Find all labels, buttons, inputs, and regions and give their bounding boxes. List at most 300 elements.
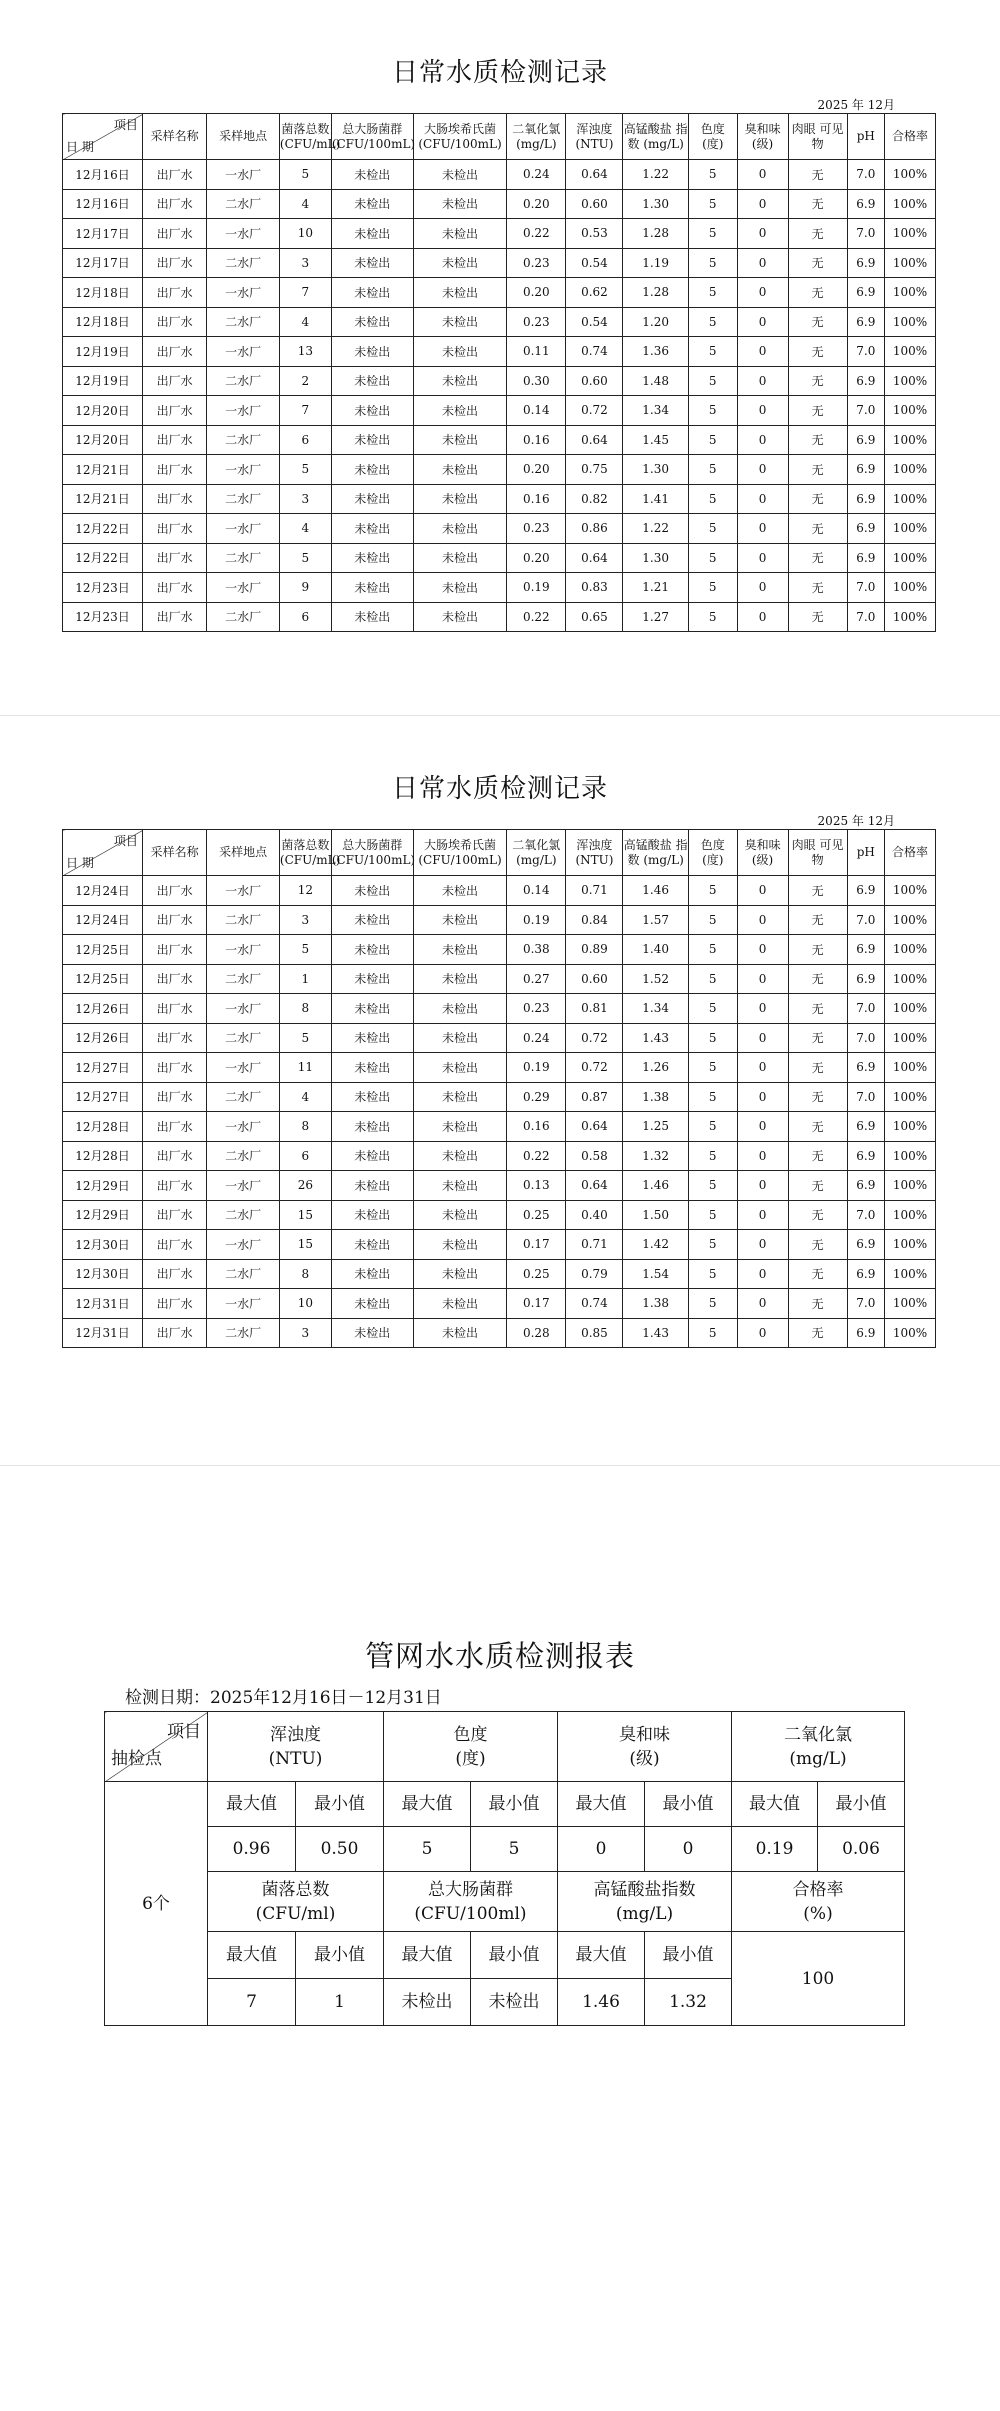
- table-cell: 0: [737, 248, 788, 278]
- table-cell: 12月30日: [63, 1230, 143, 1260]
- table-cell: 5: [688, 876, 737, 906]
- table-cell: 一水厂: [207, 876, 280, 906]
- table-cell: 未检出: [331, 1112, 413, 1142]
- table-row: [63, 1259, 936, 1289]
- table-cell: 未检出: [413, 543, 506, 573]
- table-cell: 6: [279, 602, 331, 632]
- table-cell: 15: [279, 1230, 331, 1260]
- table-cell: 12月24日: [63, 876, 143, 906]
- table-cell: 未检出: [331, 1171, 413, 1201]
- coliform-header: 总大肠菌群 (CFU/100ml): [384, 1872, 558, 1932]
- table-row: [63, 160, 936, 190]
- column-header: 采样地点: [207, 114, 280, 160]
- table-cell: 0: [737, 1053, 788, 1083]
- table-cell: 5: [688, 1141, 737, 1171]
- table-cell: 100%: [885, 425, 936, 455]
- table-cell: 5: [279, 1023, 331, 1053]
- header-item-label: 项目: [113, 118, 138, 132]
- table-cell: 0: [737, 425, 788, 455]
- table-cell: 5: [279, 160, 331, 190]
- table-cell: 0.20: [507, 543, 566, 573]
- table-cell: 未检出: [413, 1023, 506, 1053]
- table-cell: 未检出: [413, 1141, 506, 1171]
- min-label: 最小值: [296, 1782, 384, 1827]
- table-cell: 无: [788, 1141, 847, 1171]
- table-cell: 出厂水: [142, 396, 206, 426]
- table-cell: 7.0: [847, 219, 884, 249]
- table-cell: 0.62: [566, 278, 623, 308]
- pipe-report-table: [104, 1711, 905, 2026]
- table-cell: 1.38: [623, 1082, 688, 1112]
- table-cell: 未检出: [331, 1082, 413, 1112]
- table-cell: 12月25日: [63, 935, 143, 965]
- table-cell: 4: [279, 307, 331, 337]
- table-cell: 100%: [885, 994, 936, 1024]
- table-cell: 6.9: [847, 366, 884, 396]
- table-cell: 3: [279, 248, 331, 278]
- column-header: 大肠埃希氏菌 (CFU/100mL): [413, 830, 506, 876]
- table-cell: 0.83: [566, 573, 623, 603]
- table-cell: 一水厂: [207, 1230, 280, 1260]
- table-cell: 0.25: [507, 1200, 566, 1230]
- table-cell: 1.42: [623, 1230, 688, 1260]
- colony-header: 菌落总数 (CFU/ml): [208, 1872, 384, 1932]
- table-cell: 未检出: [413, 337, 506, 367]
- table-cell: 无: [788, 160, 847, 190]
- table-cell: 12月18日: [63, 307, 143, 337]
- table-row: [63, 337, 936, 367]
- table-cell: 7.0: [847, 396, 884, 426]
- table-cell: 出厂水: [142, 307, 206, 337]
- min-label: 最小值: [296, 1932, 384, 1979]
- table-cell: 6.9: [847, 1053, 884, 1083]
- table-cell: 二水厂: [207, 248, 280, 278]
- table-cell: 0.24: [507, 160, 566, 190]
- table-cell: 4: [279, 189, 331, 219]
- table-cell: 5: [688, 484, 737, 514]
- table-cell: 未检出: [413, 1053, 506, 1083]
- table-cell: 5: [688, 1289, 737, 1319]
- table-cell: 100%: [885, 278, 936, 308]
- table-cell: 0: [737, 964, 788, 994]
- table-row: [63, 573, 936, 603]
- table-cell: 二水厂: [207, 1259, 280, 1289]
- table-cell: 0.89: [566, 935, 623, 965]
- table-row: [63, 278, 936, 308]
- table-cell: 出厂水: [142, 1200, 206, 1230]
- table-cell: 6.9: [847, 425, 884, 455]
- table-cell: 100%: [885, 484, 936, 514]
- table-cell: 0: [737, 935, 788, 965]
- table-cell: 未检出: [331, 366, 413, 396]
- table-cell: 0.40: [566, 1200, 623, 1230]
- table-cell: 无: [788, 1318, 847, 1348]
- table-cell: 7.0: [847, 1200, 884, 1230]
- table-cell: 6.9: [847, 248, 884, 278]
- table-cell: 5: [688, 1171, 737, 1201]
- table-cell: 出厂水: [142, 1171, 206, 1201]
- table-cell: 5: [279, 935, 331, 965]
- table-cell: 出厂水: [142, 876, 206, 906]
- table-cell: 无: [788, 905, 847, 935]
- table-cell: 12月19日: [63, 366, 143, 396]
- table-cell: 无: [788, 602, 847, 632]
- table-cell: 26: [279, 1171, 331, 1201]
- table-row: [63, 1318, 936, 1348]
- table-cell: 5: [688, 1230, 737, 1260]
- table-cell: 7.0: [847, 573, 884, 603]
- table-cell: 0.23: [507, 307, 566, 337]
- table-cell: 100%: [885, 307, 936, 337]
- table-cell: 无: [788, 307, 847, 337]
- table-cell: 未检出: [413, 964, 506, 994]
- table-row: [63, 484, 936, 514]
- table-row: [63, 248, 936, 278]
- table-cell: 6.9: [847, 1112, 884, 1142]
- table-cell: 一水厂: [207, 396, 280, 426]
- table-cell: 0: [737, 396, 788, 426]
- table-cell: 出厂水: [142, 1023, 206, 1053]
- table-cell: 0.79: [566, 1259, 623, 1289]
- table-cell: 无: [788, 1171, 847, 1201]
- table-cell: 0.22: [507, 602, 566, 632]
- table-cell: 0: [737, 337, 788, 367]
- table-cell: 出厂水: [142, 1082, 206, 1112]
- table-cell: 0.87: [566, 1082, 623, 1112]
- table-cell: 0.82: [566, 484, 623, 514]
- table-cell: 0.14: [507, 396, 566, 426]
- header-item-label: 项目: [167, 1722, 201, 1742]
- table-cell: 1.28: [623, 219, 688, 249]
- table-cell: 出厂水: [142, 602, 206, 632]
- table-cell: 出厂水: [142, 994, 206, 1024]
- coliform-min: 未检出: [471, 1979, 558, 2026]
- table-cell: 0: [737, 1112, 788, 1142]
- table-cell: 100%: [885, 189, 936, 219]
- table-cell: 1.32: [623, 1141, 688, 1171]
- table-cell: 0: [737, 307, 788, 337]
- table-cell: 0: [737, 160, 788, 190]
- table-cell: 未检出: [413, 248, 506, 278]
- table-cell: 12月16日: [63, 189, 143, 219]
- table-cell: 0.23: [507, 514, 566, 544]
- table-cell: 一水厂: [207, 1053, 280, 1083]
- table-cell: 0.20: [507, 455, 566, 485]
- column-header: 高锰酸盐 指数 (mg/L): [623, 830, 688, 876]
- table-cell: 未检出: [331, 876, 413, 906]
- table-cell: 二水厂: [207, 1023, 280, 1053]
- table-cell: 100%: [885, 964, 936, 994]
- table-cell: 无: [788, 189, 847, 219]
- table-cell: 一水厂: [207, 278, 280, 308]
- table-cell: 100%: [885, 935, 936, 965]
- table-cell: 100%: [885, 1023, 936, 1053]
- table-cell: 0: [737, 1289, 788, 1319]
- table-cell: 7.0: [847, 1023, 884, 1053]
- pass-rate-header: 合格率 (%): [732, 1872, 905, 1932]
- column-header: 肉眼 可见物: [788, 114, 847, 160]
- table-cell: 未检出: [331, 248, 413, 278]
- table-cell: 一水厂: [207, 1171, 280, 1201]
- table-cell: 未检出: [413, 484, 506, 514]
- report-date: 检测日期：2025年12月16日－12月31日: [125, 1688, 442, 1708]
- table-cell: 二水厂: [207, 307, 280, 337]
- table-cell: 未检出: [413, 876, 506, 906]
- table-cell: 12月22日: [63, 543, 143, 573]
- table-cell: 12月26日: [63, 1023, 143, 1053]
- table-cell: 出厂水: [142, 219, 206, 249]
- table-cell: 出厂水: [142, 189, 206, 219]
- table-cell: 1.52: [623, 964, 688, 994]
- table-cell: 0.81: [566, 994, 623, 1024]
- chlorine-dioxide-header: 二氧化氯 (mg/L): [732, 1712, 905, 1782]
- table-cell: 出厂水: [142, 248, 206, 278]
- table-cell: 0.53: [566, 219, 623, 249]
- table-cell: 1.46: [623, 876, 688, 906]
- table-cell: 6.9: [847, 935, 884, 965]
- column-header: 色度 (度): [688, 830, 737, 876]
- table-cell: 1.50: [623, 1200, 688, 1230]
- table-cell: 6.9: [847, 964, 884, 994]
- table-row: [63, 219, 936, 249]
- table-cell: 100%: [885, 219, 936, 249]
- table-cell: 无: [788, 994, 847, 1024]
- min-label: 最小值: [471, 1932, 558, 1979]
- min-label: 最小值: [818, 1782, 905, 1827]
- table-cell: 100%: [885, 1053, 936, 1083]
- table-cell: 100%: [885, 1230, 936, 1260]
- table-cell: 出厂水: [142, 1230, 206, 1260]
- table-row: [63, 1112, 936, 1142]
- table-cell: 6.9: [847, 514, 884, 544]
- table-cell: 未检出: [413, 1112, 506, 1142]
- odor-min: 0: [645, 1827, 732, 1872]
- table-cell: 8: [279, 1259, 331, 1289]
- table-cell: 5: [688, 1053, 737, 1083]
- table-cell: 未检出: [413, 455, 506, 485]
- table-cell: 12月20日: [63, 425, 143, 455]
- turbidity-min: 0.50: [296, 1827, 384, 1872]
- table-cell: 未检出: [413, 425, 506, 455]
- table-cell: 未检出: [413, 994, 506, 1024]
- table-cell: 未检出: [413, 1259, 506, 1289]
- table-cell: 1.28: [623, 278, 688, 308]
- table-row: [63, 425, 936, 455]
- record-date: 2025 年 12月: [817, 814, 895, 828]
- table-cell: 1.36: [623, 337, 688, 367]
- table-cell: 0.38: [507, 935, 566, 965]
- table-row: [63, 1082, 936, 1112]
- table-cell: 5: [688, 366, 737, 396]
- table-cell: 未检出: [331, 337, 413, 367]
- corner-header: [63, 830, 143, 876]
- table-cell: 无: [788, 1053, 847, 1083]
- table-cell: 出厂水: [142, 964, 206, 994]
- table-cell: 5: [688, 994, 737, 1024]
- table-cell: 未检出: [413, 1082, 506, 1112]
- table-cell: 未检出: [331, 573, 413, 603]
- column-header: 菌落总数 (CFU/mL): [279, 114, 331, 160]
- table-cell: 出厂水: [142, 1289, 206, 1319]
- table-cell: 0.24: [507, 1023, 566, 1053]
- table-cell: 未检出: [331, 514, 413, 544]
- table-cell: 出厂水: [142, 1112, 206, 1142]
- table-cell: 二水厂: [207, 189, 280, 219]
- column-header: 大肠埃希氏菌 (CFU/100mL): [413, 114, 506, 160]
- table-cell: 未检出: [331, 1259, 413, 1289]
- table-cell: 6: [279, 1141, 331, 1171]
- color-min: 5: [471, 1827, 558, 1872]
- table-cell: 7: [279, 278, 331, 308]
- table-cell: 5: [688, 1023, 737, 1053]
- table-cell: 0.30: [507, 366, 566, 396]
- column-header: 高锰酸盐 指数 (mg/L): [623, 114, 688, 160]
- table-cell: 3: [279, 1318, 331, 1348]
- table-cell: 12月27日: [63, 1053, 143, 1083]
- table-cell: 0.64: [566, 1112, 623, 1142]
- table-cell: 12: [279, 876, 331, 906]
- table-cell: 0.64: [566, 160, 623, 190]
- table-cell: 0.14: [507, 876, 566, 906]
- table-cell: 12月24日: [63, 905, 143, 935]
- table-cell: 1.19: [623, 248, 688, 278]
- table-cell: 5: [688, 278, 737, 308]
- table-cell: 未检出: [331, 994, 413, 1024]
- table-row: [63, 307, 936, 337]
- table-cell: 1.30: [623, 189, 688, 219]
- table-cell: 无: [788, 1082, 847, 1112]
- table-cell: 12月17日: [63, 248, 143, 278]
- table-cell: 1.40: [623, 935, 688, 965]
- table-cell: 无: [788, 396, 847, 426]
- table-cell: 0.65: [566, 602, 623, 632]
- table-cell: 无: [788, 1023, 847, 1053]
- colony-min: 1: [296, 1979, 384, 2026]
- table-cell: 0: [737, 455, 788, 485]
- table-row: [63, 602, 936, 632]
- table-cell: 12月22日: [63, 514, 143, 544]
- table-cell: 0.17: [507, 1230, 566, 1260]
- table-cell: 100%: [885, 1289, 936, 1319]
- table-row: [63, 543, 936, 573]
- table-cell: 100%: [885, 1259, 936, 1289]
- daily-record-page-1: [0, 0, 1000, 700]
- table-cell: 未检出: [413, 935, 506, 965]
- table-cell: 1.48: [623, 366, 688, 396]
- table-cell: 5: [688, 905, 737, 935]
- table-cell: 100%: [885, 160, 936, 190]
- table-cell: 6.9: [847, 876, 884, 906]
- table-cell: 1.34: [623, 396, 688, 426]
- table-cell: 未检出: [331, 307, 413, 337]
- table-cell: 7.0: [847, 905, 884, 935]
- table-cell: 0.16: [507, 1112, 566, 1142]
- table-cell: 12月16日: [63, 160, 143, 190]
- table-cell: 1.34: [623, 994, 688, 1024]
- table-cell: 二水厂: [207, 1200, 280, 1230]
- column-header: pH: [847, 114, 884, 160]
- table-cell: 未检出: [413, 1230, 506, 1260]
- table-cell: 一水厂: [207, 455, 280, 485]
- table-cell: 12月26日: [63, 994, 143, 1024]
- table-cell: 未检出: [331, 425, 413, 455]
- table-cell: 一水厂: [207, 935, 280, 965]
- table-cell: 5: [279, 543, 331, 573]
- table-cell: 未检出: [413, 1318, 506, 1348]
- table-cell: 出厂水: [142, 366, 206, 396]
- table-cell: 出厂水: [142, 543, 206, 573]
- column-header: 臭和味 (级): [737, 114, 788, 160]
- table-row: [63, 1141, 936, 1171]
- table-cell: 3: [279, 905, 331, 935]
- table-cell: 无: [788, 278, 847, 308]
- table-cell: 5: [688, 219, 737, 249]
- table-cell: 12月28日: [63, 1141, 143, 1171]
- table-cell: 1.26: [623, 1053, 688, 1083]
- table-cell: 0.11: [507, 337, 566, 367]
- table-cell: 0: [737, 189, 788, 219]
- table-cell: 二水厂: [207, 1141, 280, 1171]
- table-cell: 9: [279, 573, 331, 603]
- table-cell: 8: [279, 994, 331, 1024]
- table-cell: 1.54: [623, 1259, 688, 1289]
- table-cell: 未检出: [413, 219, 506, 249]
- min-label: 最小值: [471, 1782, 558, 1827]
- table-cell: 无: [788, 337, 847, 367]
- table-cell: 二水厂: [207, 1318, 280, 1348]
- table-cell: 6.9: [847, 1230, 884, 1260]
- table-cell: 6.9: [847, 278, 884, 308]
- pipe-network-report-page: [0, 1465, 1000, 2411]
- table-cell: 1.30: [623, 543, 688, 573]
- table-cell: 5: [688, 964, 737, 994]
- table-cell: 0: [737, 573, 788, 603]
- table-cell: 12月25日: [63, 964, 143, 994]
- table-cell: 6.9: [847, 1171, 884, 1201]
- column-header: pH: [847, 830, 884, 876]
- table-cell: 100%: [885, 396, 936, 426]
- report-corner-header: [105, 1712, 208, 1782]
- table-cell: 7.0: [847, 337, 884, 367]
- table-row: [63, 964, 936, 994]
- table-cell: 0.74: [566, 337, 623, 367]
- table-cell: 12月18日: [63, 278, 143, 308]
- table-cell: 未检出: [331, 484, 413, 514]
- table-cell: 4: [279, 514, 331, 544]
- table-cell: 出厂水: [142, 1141, 206, 1171]
- table-cell: 出厂水: [142, 160, 206, 190]
- table-cell: 0.84: [566, 905, 623, 935]
- table-cell: 12月19日: [63, 337, 143, 367]
- table-cell: 2: [279, 366, 331, 396]
- table-cell: 100%: [885, 876, 936, 906]
- sample-points-count: 6个: [105, 1782, 208, 2026]
- table-cell: 5: [688, 1112, 737, 1142]
- table-cell: 未检出: [331, 189, 413, 219]
- table-cell: 0.75: [566, 455, 623, 485]
- table-cell: 1.27: [623, 602, 688, 632]
- table-cell: 0.64: [566, 1171, 623, 1201]
- table-cell: 1.45: [623, 425, 688, 455]
- table-cell: 0: [737, 366, 788, 396]
- table-cell: 100%: [885, 514, 936, 544]
- table-cell: 一水厂: [207, 337, 280, 367]
- table-cell: 出厂水: [142, 573, 206, 603]
- table-cell: 二水厂: [207, 905, 280, 935]
- column-header: 采样名称: [142, 114, 206, 160]
- table-cell: 一水厂: [207, 573, 280, 603]
- table-cell: 5: [688, 396, 737, 426]
